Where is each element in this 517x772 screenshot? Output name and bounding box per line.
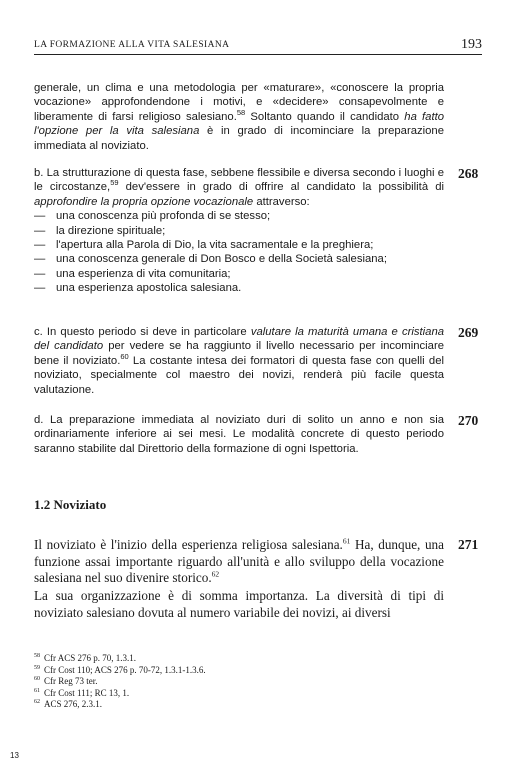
list-item: — una conoscenza generale di Don Bosco e della Società salesiana; [34,253,387,266]
dash: — [34,267,46,280]
footnote-ref: 61 [342,536,351,546]
signature-mark: 13 [10,751,19,760]
emphasis: approfondire la propria opzione vocazionale [34,195,254,208]
item-letter: d. [34,414,44,426]
item-letter: b. [34,167,44,179]
paragraph-intro: generale, un clima e una metodologia per «maturare», «conoscere la propria vocazione» approfondendone i motivi, e «decidere» consapevolmente e liberamente di farsi religioso salesiano.$^{58}$ Soltanto quando il candidato ha fatto l'opzione per la vita salesiana è in grado di incominciare la preparazione immediata al noviziato. [34,82,445,152]
section-heading: 1.2 Noviziato [34,497,107,512]
margin-number: 270 [458,413,479,428]
footnote-ref: 60 [120,352,129,362]
paragraph-organizzazione: La sua organizzazione è di somma importanza. La diversità di tipi di noviziato salesiano dovuta al numero variabile dei novizi, ai diversi [34,588,444,620]
list-item: — una conoscenza più profonda di se stesso; [34,210,271,223]
item-letter: c. [34,326,43,338]
paragraph-noviziato: Il noviziato è l'inizio della esperienza religiosa salesiana.$^{61}$ Ha, dunque, una funzione assai importante riguardo all'unità e allo sviluppo della vocazione salesiana nel suo divenire storico.$^{62}$ [34,536,444,586]
footnote-ref: 59 [110,178,119,188]
page-number: 193 [461,37,482,52]
dash: — [34,224,46,237]
footnote: $^{61}$ Cfr Cost 111; RC 13, 1. [34,687,130,698]
footnote: $^{62}$ ACS 276, 2.3.1. [34,699,103,710]
list-item: — l'apertura alla Parola di Dio, la vita sacramentale e la preghiera; [34,239,374,252]
paragraph-b: b. La strutturazione di questa fase, sebbene flessibile e diversa secondo i luoghi e le circostanze,$^{59}$ dev'essere in grado di offrire al candidato la possibilità di approfondire la propria opzione vocazionale attraverso: — una conoscenza più profonda di se stesso; — la direzione spirituale; — l'apertura alla Parola di Dio, la vita sacramentale e la preghiera; — una conoscenza generale di Don Bosco e della Società salesiana; — una esperienza di vita comunitaria; — una esperienza apostolica salesiana. [34,167,444,295]
footnotes [34,653,206,711]
footnote: $^{60}$ Cfr Reg 73 ter. [34,676,98,687]
dash: — [34,239,46,252]
dash: — [34,253,46,266]
footnote-ref: 62 [211,569,220,579]
paragraph-c: c. In questo periodo si deve in particolare valutare la maturità umana e cristiana del candidato per vedere se ha raggiunto il livello necessario per incominciare bene il noviziato.$^{60}$ La costante intesa dei formatori di questa fase con quelli del noviziato, specialmente col maestro dei novizi, renderà più facile questa valutazione. [34,326,445,396]
dash: — [34,282,46,295]
emphasis: valutare la maturità umana e cristiana del candidato [34,326,445,353]
footnote: $^{58}$ Cfr ACS 276 p. 70, 1.3.1. [34,653,137,663]
emphasis: ha fatto l'opzione per la vita salesiana [34,110,445,138]
footnote: $^{59}$ Cfr Cost 110; ACS 276 p. 70-72, 1.3.1-1.3.6. [34,664,206,675]
running-title: LA FORMAZIONE ALLA VITA SALESIANA [34,40,230,50]
running-header [34,38,482,55]
margin-number: 269 [458,325,479,340]
paragraph-d: d. La preparazione immediata al noviziato duri di solito un anno e non sia ordinariamente inferiore ai sei mesi. Le modalità concrete di questo periodo saranno stabilite dal Direttorio della formazione di ogni Ispettoria. [34,414,444,455]
list-item: — una esperienza di vita comunitaria; [34,267,231,280]
footnote-ref: 58 [236,108,246,118]
margin-number: 268 [458,166,479,181]
dash: — [34,210,46,223]
list-item: — una esperienza apostolica salesiana. [34,282,242,295]
list-item: — la direzione spirituale; [34,224,166,237]
margin-number: 271 [458,537,479,552]
